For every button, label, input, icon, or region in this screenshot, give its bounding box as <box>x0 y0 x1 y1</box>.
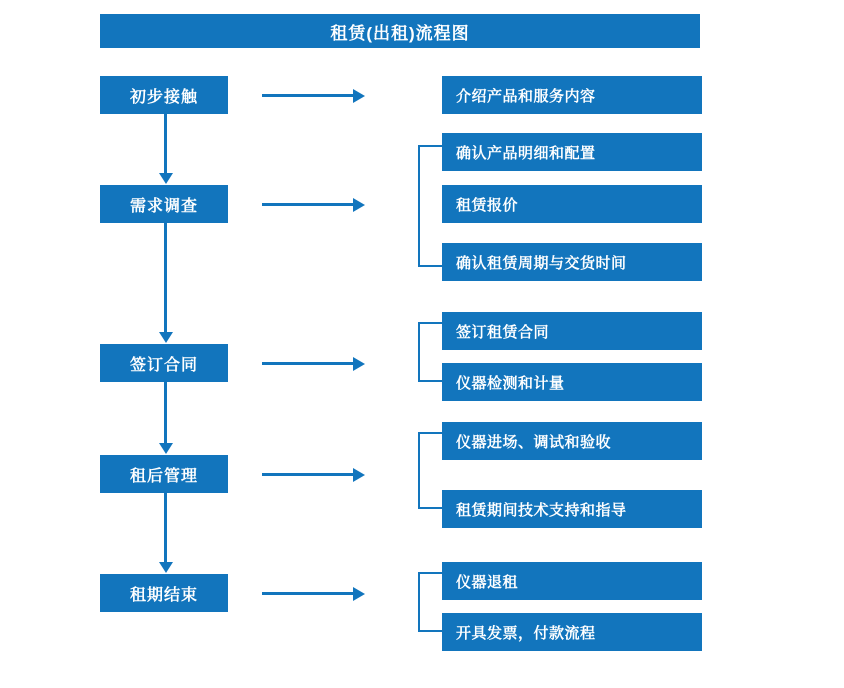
detail-box-confirm-product-details: 确认产品明细和配置 <box>442 133 702 171</box>
arrow-stage2-to-stage3 <box>164 223 167 333</box>
detail-box-rental-quotation: 租赁报价 <box>442 185 702 223</box>
stage-box-post-rental-management: 租后管理 <box>100 455 228 493</box>
detail-box-confirm-rental-period: 确认租赁周期与交货时间 <box>442 243 702 281</box>
detail-box-introduce-products: 介绍产品和服务内容 <box>442 76 702 114</box>
detail-box-instrument-return: 仪器退租 <box>442 562 702 600</box>
detail-box-sign-rental-contract: 签订租赁合同 <box>442 312 702 350</box>
stage-box-initial-contact: 初步接触 <box>100 76 228 114</box>
arrow-stage4-to-stage5 <box>164 493 167 563</box>
bracket-group-4 <box>418 432 442 509</box>
arrow-to-detail-group-1 <box>262 94 354 97</box>
bracket-group-5 <box>418 572 442 632</box>
stage-box-sign-contract: 签订合同 <box>100 344 228 382</box>
bracket-group-3 <box>418 322 442 382</box>
page-title: 租赁(出租)流程图 <box>100 14 700 48</box>
arrow-to-detail-group-5 <box>262 592 354 595</box>
stage-box-needs-survey: 需求调查 <box>100 185 228 223</box>
detail-box-technical-support: 租赁期间技术支持和指导 <box>442 490 702 528</box>
arrow-to-detail-group-2 <box>262 203 354 206</box>
arrow-to-detail-group-4 <box>262 473 354 476</box>
bracket-group-2 <box>418 145 442 267</box>
arrow-to-detail-group-3 <box>262 362 354 365</box>
arrow-stage3-to-stage4 <box>164 382 167 444</box>
detail-box-instrument-inspection: 仪器检测和计量 <box>442 363 702 401</box>
arrow-stage1-to-stage2 <box>164 114 167 174</box>
detail-box-invoice-payment: 开具发票，付款流程 <box>442 613 702 651</box>
stage-box-rental-end: 租期结束 <box>100 574 228 612</box>
detail-box-instrument-delivery-commissioning: 仪器进场、调试和验收 <box>442 422 702 460</box>
